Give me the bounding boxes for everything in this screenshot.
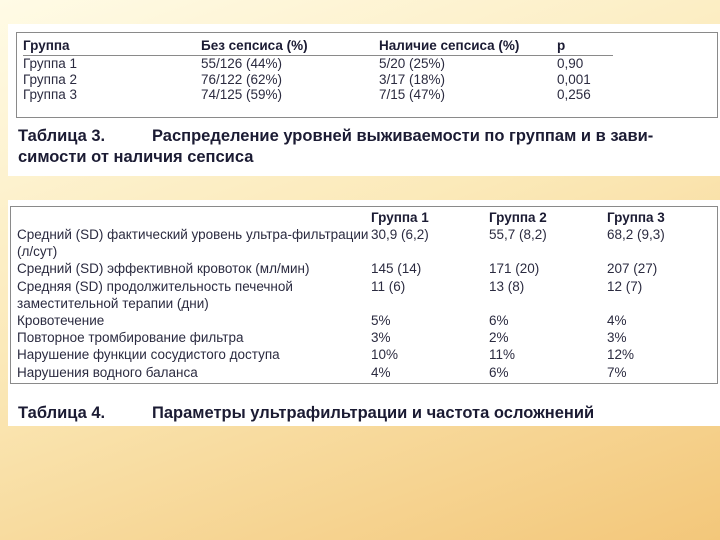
table-row [23,56,613,72]
row-label: Нарушение функции сосудистого доступа [17,347,280,363]
cell: 30,9 (6,2) [371,227,429,242]
cell: 171 (20) [489,261,540,277]
row-label: Средний (SD) эффективной кровоток (мл/мин) [17,261,310,277]
cell: 6% [489,364,509,380]
table3-panel [8,24,720,176]
row-label: Нарушения водного баланса [17,364,198,380]
cell: 55,7 (8,2) [489,227,547,242]
row-label: Средний (SD) фактический уровень ультра-фильтрации (л/сут) [17,227,369,260]
cell: 7/15 (47%) [379,87,446,102]
cell: 3% [607,330,627,346]
table-row [23,72,613,88]
table-header-row [23,37,613,56]
cell: Группа 2 [23,71,78,87]
cell: 2% [489,330,509,346]
header-group-2: Группа 2 [489,210,547,225]
row-label: Кровотечение [17,313,105,329]
table4-panel [8,200,720,426]
cell: 0,90 [557,56,584,71]
cell: 207 (27) [607,261,658,277]
cell: 55/126 (44%) [201,56,283,71]
cell: 5% [371,313,391,329]
row-label: Повторное тромбирование фильтра [17,330,244,346]
table-row [17,278,707,312]
table-row [17,346,707,363]
cell: 74/125 (59%) [201,87,283,102]
cell: 7% [607,364,627,380]
cell: 3% [371,330,391,346]
table4-caption-text: Параметры ультрафильтрации и частота осложнений [152,404,595,422]
table3-caption-number: Таблица 3. [18,127,106,145]
table4-caption [18,403,710,424]
cell: 76/122 (62%) [201,71,283,87]
cell: 145 (14) [371,261,422,277]
header-sepsis: Наличие сепсиса (%) [379,37,557,56]
table-row [17,329,707,346]
cell: 0,256 [557,87,591,102]
cell: 12% [607,347,635,363]
table-row [17,226,707,260]
cell: 68,2 (9,3) [607,227,665,242]
header-p: p [557,37,613,56]
table-row [17,260,707,277]
cell: 4% [371,364,391,380]
table3-frame [16,32,718,118]
table-row [17,312,707,329]
row-label: Средняя (SD) продолжительность печечной заместительной терапии (дни) [17,278,293,311]
header-group: Группа [23,37,201,56]
header-parameter [17,209,371,226]
table3-caption [18,126,710,168]
cell: 11% [489,347,516,363]
table3-caption-text: Распределение уровней выживаемости по группам и в зави-симости от наличия сепсиса [18,127,654,166]
header-group-3: Группа 3 [607,210,665,225]
survival-table [23,37,613,103]
cell: 6% [489,313,509,329]
cell: 11 (6) [371,278,406,294]
table-row [17,364,707,381]
table-row [23,87,613,103]
cell: 5/20 (25%) [379,56,446,71]
table4-frame [10,206,718,384]
header-no-sepsis: Без сепсиса (%) [201,37,379,56]
ultrafiltration-table [17,209,707,381]
table4-caption-number: Таблица 4. [18,404,106,422]
table-header-row [17,209,707,226]
cell: 3/17 (18%) [379,71,446,87]
cell: 12 (7) [607,278,643,294]
cell: Группа 1 [23,56,78,71]
header-group-1: Группа 1 [371,210,429,225]
cell: 4% [607,313,627,329]
cell: 13 (8) [489,278,525,294]
cell: 10% [371,347,399,363]
cell: 0,001 [557,71,591,87]
cell: Группа 3 [23,87,78,102]
